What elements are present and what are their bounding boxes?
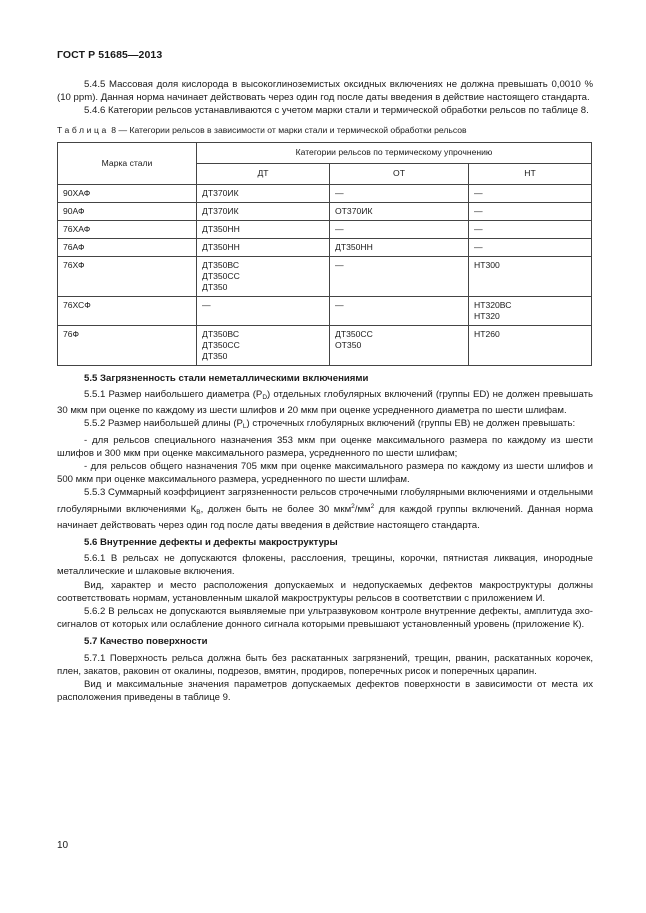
subscript: D xyxy=(262,394,268,402)
subscript: В xyxy=(196,508,201,516)
paragraph-5-5-2 xyxy=(57,417,593,433)
cell-ot: — xyxy=(330,184,469,202)
list-item-special-rails: - для рельсов специального назначения 353 мкм при оценке максимального размера по каждому из шести шлифов и 300 мкм при оценке максимального размера, усредненного по шести шлифам; xyxy=(57,434,593,459)
cell-dt: ДТ350НН xyxy=(197,220,330,238)
paragraph-5-5-3 xyxy=(57,486,593,532)
cell-dt: ДТ350ВС ДТ350СС ДТ350 xyxy=(197,325,330,365)
table-caption xyxy=(57,124,593,137)
text-part: /мм xyxy=(354,503,371,515)
text-part: , должен быть не более 30 мкм xyxy=(200,503,352,515)
subscript: L xyxy=(242,423,247,431)
table-row xyxy=(58,296,592,325)
cell-dt: — xyxy=(197,296,330,325)
header-dt: ДТ xyxy=(197,163,330,184)
cell-ot: — xyxy=(330,220,469,238)
paragraph-5-6-1-b: Вид, характер и место расположения допускаемых и недопускаемых дефектов макроструктуры должны соответствовать нормам, установленным шкалой макроструктуры рельсов в соответствии с приложением И. xyxy=(57,579,593,604)
cell-steel: 90АФ xyxy=(58,202,197,220)
paragraph-5-5-1 xyxy=(57,388,593,417)
rail-categories-table xyxy=(57,142,592,366)
paragraph-5-7-1: 5.7.1 Поверхность рельса должна быть без раскатанных загрязнений, трещин, рванин, раскатанных корочек, плен, закатов, раковин от окалины, подрезов, вмятин, продиров, поперечных рисок и поперечных царапин. xyxy=(57,652,593,677)
paragraph-5-4-5: 5.4.5 Массовая доля кислорода в высокоглиноземистых оксидных включениях не должна превышать 0,0010 % (10 ppm). Данная норма начинает действовать через один год после даты введения в действие настоящего стандарта. xyxy=(57,79,593,104)
section-5-6-heading: 5.6 Внутренние дефекты и дефекты макроструктуры xyxy=(84,537,338,549)
cell-dt: ДТ350ВС ДТ350СС ДТ350 xyxy=(197,256,330,296)
cell-nt: НТ260 xyxy=(469,325,592,365)
paragraph-5-6-1: 5.6.1 В рельсах не допускаются флокены, расслоения, трещины, корочки, пятнистая ликвация, инородные металлические и шлаковые включения. xyxy=(57,553,593,578)
cell-dt: ДТ370ИК xyxy=(197,202,330,220)
paragraph-5-4-6: 5.4.6 Категории рельсов устанавливаются с учетом марки стали и термической обработки рельсов по таблице 8. xyxy=(84,105,589,117)
cell-steel: 76ХАФ xyxy=(58,220,197,238)
cell-nt: — xyxy=(469,220,592,238)
table-caption-text: 8 — Категории рельсов в зависимости от марки стали и термической обработки рельсов xyxy=(111,124,467,135)
table-row xyxy=(58,220,592,238)
text-part: 5.5.2 Размер наибольшей длины (Р xyxy=(84,418,243,430)
text-part: ) отдельных глобулярных включений (группы ED) не должен превышать 30 мкм при оценке по каждому из шести шлифов и 20 мкм при оценке усредненного диаметра по шести шлифам. xyxy=(57,389,593,417)
table-row xyxy=(58,256,592,296)
cell-nt: НТ300 xyxy=(469,256,592,296)
text-part: для каждой группы включений. Данная норма начинает действовать через один год после даты введения в действие настоящего стандарта. xyxy=(57,503,593,531)
table-row xyxy=(58,184,592,202)
superscript: 2 xyxy=(370,502,375,510)
table-row xyxy=(58,238,592,256)
header-nt: НТ xyxy=(469,163,592,184)
section-5-7-heading: 5.7 Качество поверхности xyxy=(84,636,208,648)
paragraph-5-7-1-b: Вид и максимальные значения параметров допускаемых дефектов поверхности в зависимости от места их расположения приведены в таблице 9. xyxy=(57,679,593,704)
table-caption-label: Таблица xyxy=(57,124,109,135)
cell-nt: НТ320ВС НТ320 xyxy=(469,296,592,325)
header-steel-grade: Марка стали xyxy=(58,142,197,184)
page-number: 10 xyxy=(57,840,69,851)
cell-ot: ОТ370ИК xyxy=(330,202,469,220)
cell-ot: — xyxy=(330,256,469,296)
text-part: ) строчечных глобулярных включений (группы ЕВ) не должен превышать: xyxy=(246,418,576,430)
table-body xyxy=(58,184,592,365)
cell-nt: — xyxy=(469,238,592,256)
cell-steel: 90ХАФ xyxy=(58,184,197,202)
cell-ot: ДТ350НН xyxy=(330,238,469,256)
paragraph-5-6-2: 5.6.2 В рельсах не допускаются выявляемые при ультразвуковом контроле внутренние дефекты, амплитуда эхо-сигналов от которых или ослабление донного сигнала которыми превышают установленный уровень (приложение К). xyxy=(57,606,593,631)
cell-ot: ДТ350СС ОТ350 xyxy=(330,325,469,365)
cell-ot: — xyxy=(330,296,469,325)
cell-steel: 76ХСФ xyxy=(58,296,197,325)
table-header-row xyxy=(58,142,592,163)
section-5-5-heading: 5.5 Загрязненность стали неметаллическими включениями xyxy=(84,372,369,384)
cell-nt: — xyxy=(469,202,592,220)
header-ot: ОТ xyxy=(330,163,469,184)
header-category-group: Категории рельсов по термическому упрочнению xyxy=(197,142,592,163)
table-row xyxy=(58,202,592,220)
cell-dt: ДТ370ИК xyxy=(197,184,330,202)
cell-steel: 76АФ xyxy=(58,238,197,256)
standard-header: ГОСТ Р 51685—2013 xyxy=(57,49,163,61)
list-item-general-rails: - для рельсов общего назначения 705 мкм при оценке максимального размера по каждому из шести шлифов и 500 мкм при оценке максимального размера, усредненного по шести шлифам. xyxy=(57,461,593,486)
table-row xyxy=(58,325,592,365)
document-body xyxy=(57,78,593,704)
text-part: 5.5.1 Размер наибольшего диаметра (Р xyxy=(84,389,263,401)
cell-dt: ДТ350НН xyxy=(197,238,330,256)
cell-steel: 76ХФ xyxy=(58,256,197,296)
cell-nt: — xyxy=(469,184,592,202)
superscript: 2 xyxy=(351,502,355,510)
text-part: 5.5.3 Суммарный коэффициент загрязненности рельсов строчечными глобулярными включениями и отдельными глобулярными включениями К xyxy=(57,487,593,515)
cell-steel: 76Ф xyxy=(58,325,197,365)
